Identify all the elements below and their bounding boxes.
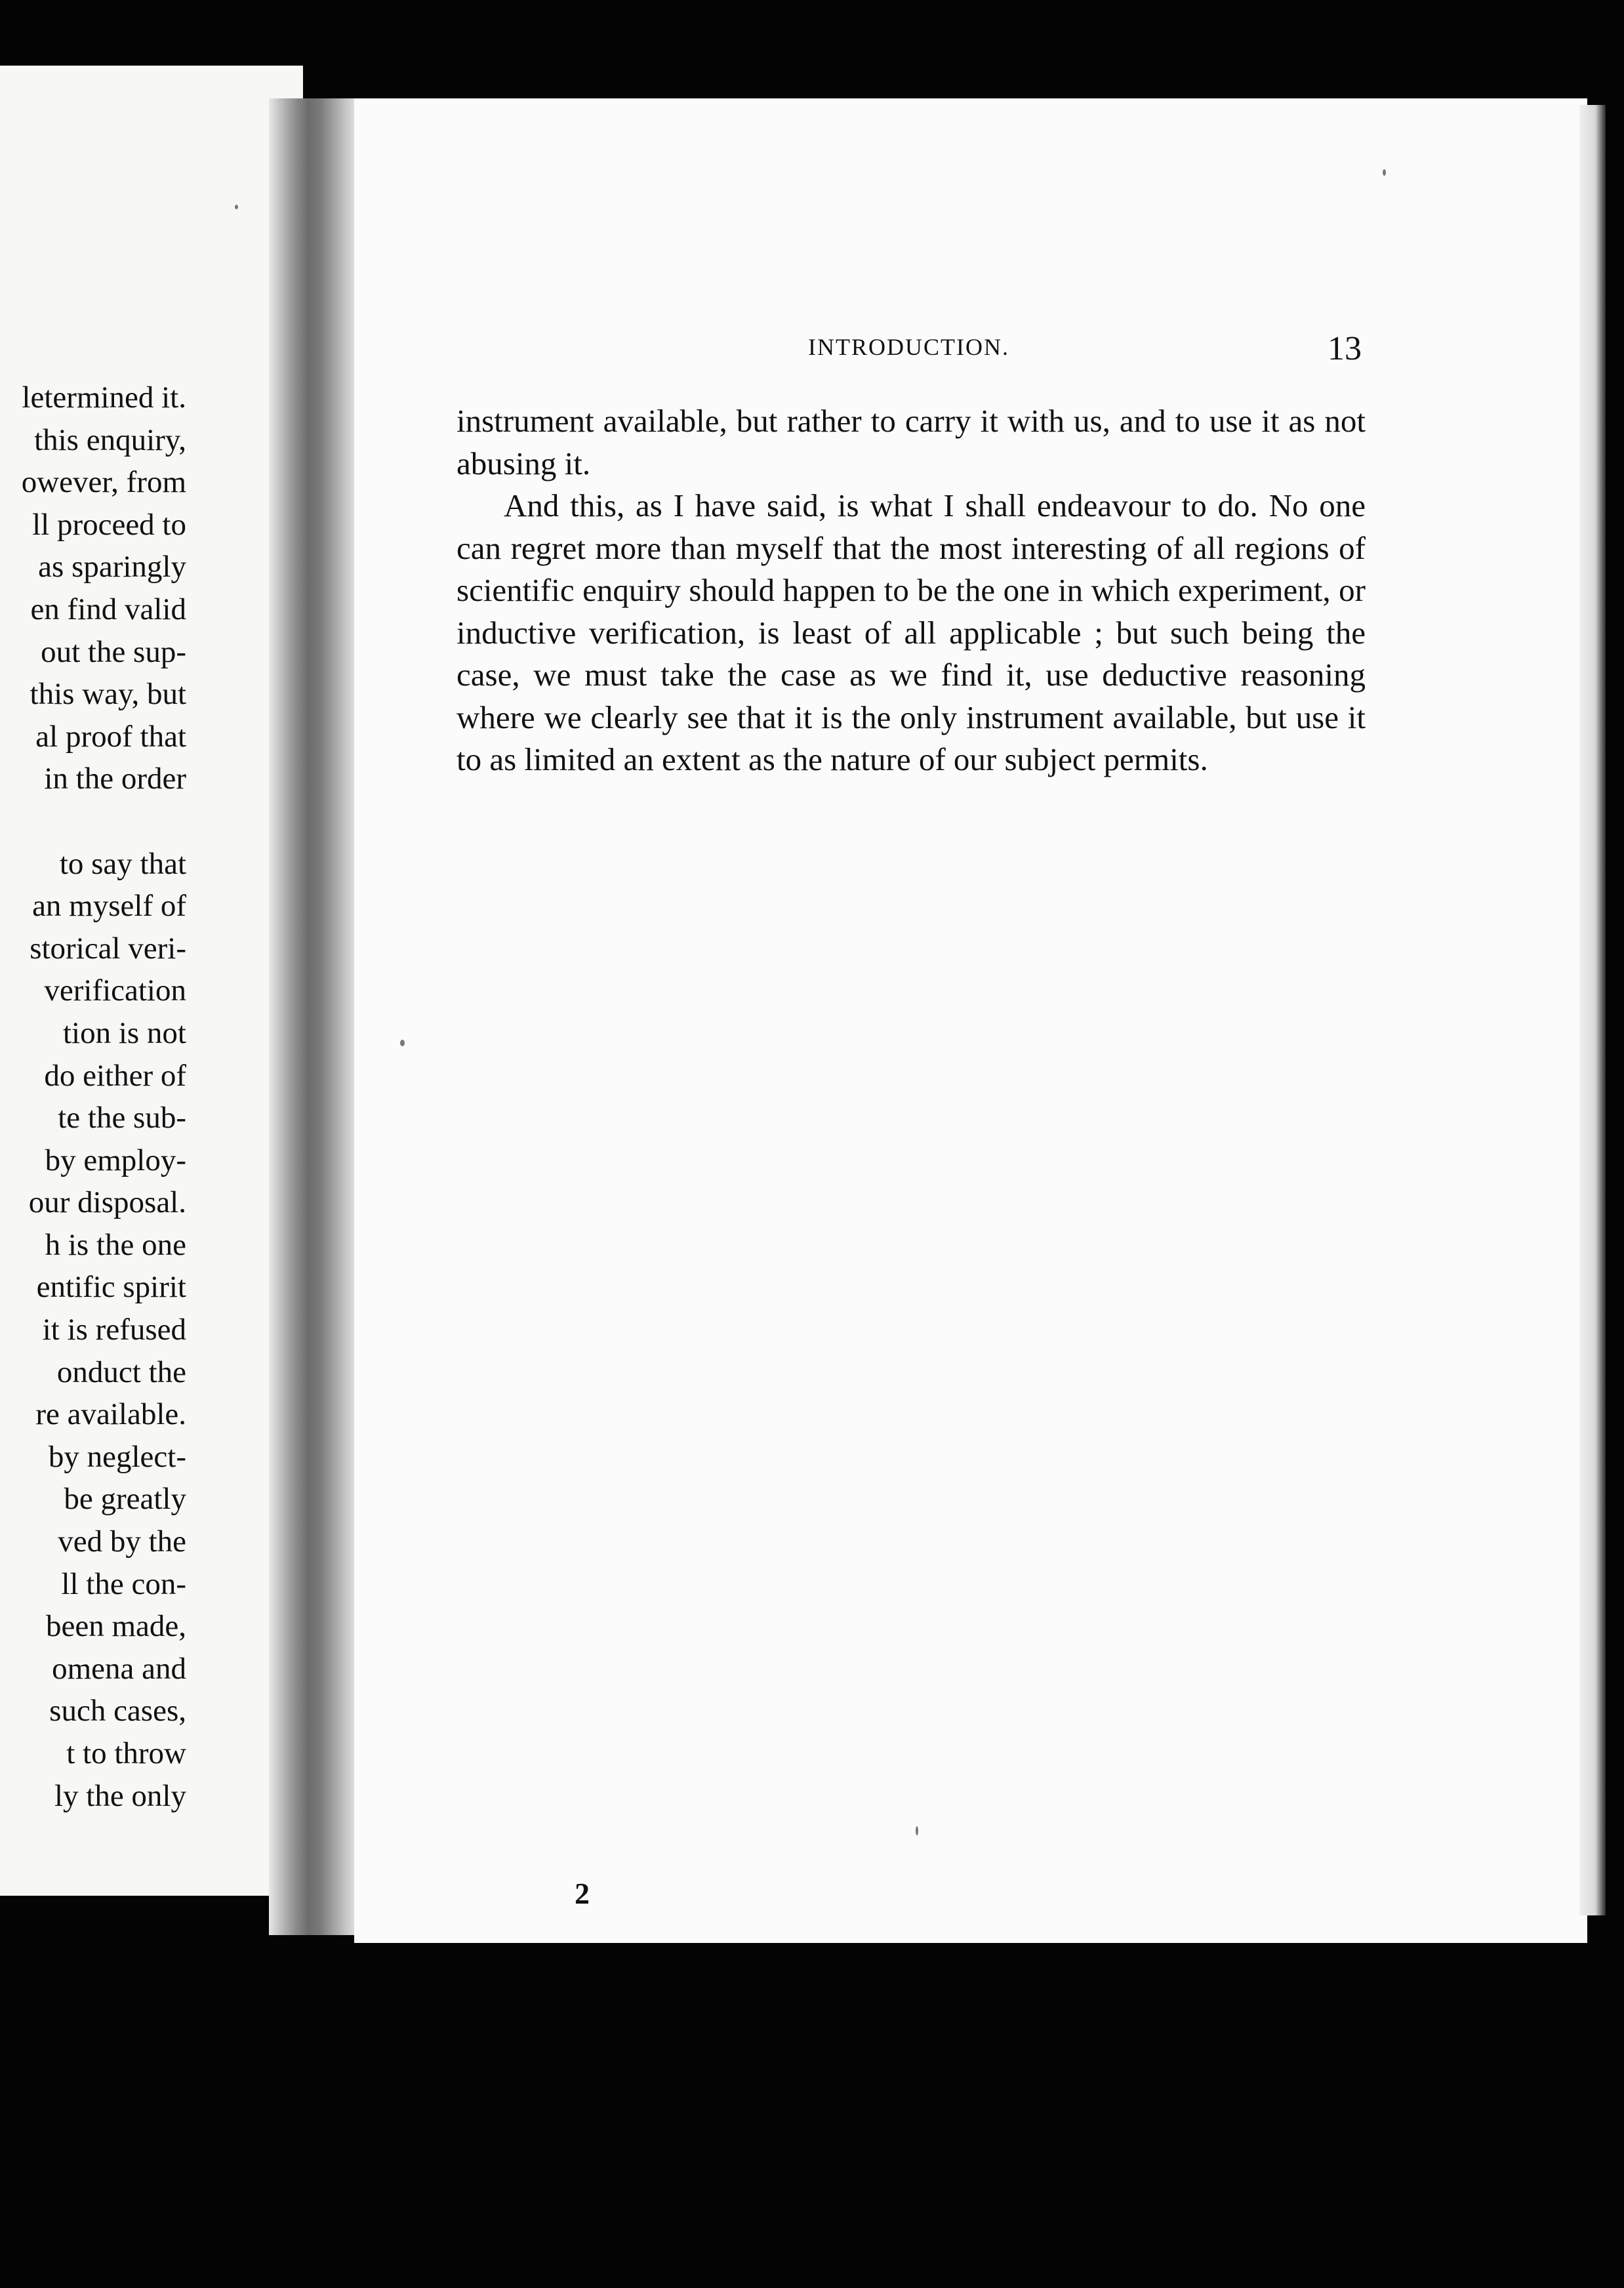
scan-speck [1383, 169, 1386, 176]
right-page-edge [1579, 105, 1606, 1915]
signature-mark: 2 [575, 1877, 590, 1910]
left-line: as sparingly [38, 550, 186, 584]
left-line: this enquiry, [34, 422, 186, 457]
left-line: to say that [59, 846, 186, 881]
left-line: by neglect- [48, 1439, 186, 1474]
right-page [354, 98, 1587, 1943]
left-line: our disposal. [28, 1185, 186, 1220]
left-line: do either of [44, 1058, 186, 1093]
left-line: re available. [35, 1397, 186, 1432]
left-line: onduct the [56, 1355, 186, 1389]
left-line: by employ- [45, 1143, 186, 1177]
paragraph-continued: instrument available, but rather to carry it with us, and to use it as not abusing it. [457, 403, 1366, 481]
left-line: ved by the [58, 1524, 186, 1559]
paragraph-gap [0, 800, 186, 843]
body-text [457, 400, 1366, 781]
scan-speck [400, 1040, 405, 1046]
left-line: al proof that [35, 719, 186, 754]
page-number: 13 [1328, 330, 1362, 367]
left-line: out the sup- [41, 634, 186, 669]
left-line: t to throw [66, 1736, 186, 1770]
left-line: this way, but [30, 677, 186, 712]
left-line: it is refused [42, 1313, 186, 1347]
left-line: letermined it. [22, 380, 186, 415]
left-line: tion is not [62, 1015, 186, 1050]
left-line: been made, [45, 1609, 186, 1644]
left-line: omena and [52, 1651, 186, 1686]
left-line: in the order [44, 762, 186, 796]
left-line: ly the only [54, 1778, 186, 1813]
left-line: storical veri- [30, 931, 186, 966]
left-line: verification [44, 973, 186, 1008]
book-gutter-shadow [269, 98, 367, 1935]
paragraph: And this, as I have said, is what I shall endeavour to do. No one can regret more than myself that the most interesting of all regions of scientific enquiry should happen to be the one in which experiment, or inductive verification, is least of all applicable ; but such being the case, we must take the case as we find it, use deductive reasoning where we clearly see that it is the only instrument available, but use it to as limited an extent as the nature of our subject permits. [457, 487, 1366, 777]
left-line: h is the one [45, 1227, 186, 1262]
left-line: be greatly [64, 1482, 186, 1517]
scan-speck [235, 205, 238, 209]
left-line: te the sub- [58, 1101, 186, 1135]
left-line: an myself of [32, 889, 186, 924]
left-line: entific spirit [36, 1270, 186, 1305]
left-facing-page [0, 66, 303, 1896]
scan-speck [916, 1826, 918, 1835]
left-line: owever, from [21, 465, 186, 500]
left-line: en find valid [30, 592, 186, 626]
left-line: ll the con- [61, 1566, 186, 1601]
left-page-text [0, 377, 186, 1817]
left-line: ll proceed to [32, 507, 186, 542]
running-head: INTRODUCTION. [808, 334, 1009, 360]
left-line: such cases, [49, 1694, 186, 1728]
